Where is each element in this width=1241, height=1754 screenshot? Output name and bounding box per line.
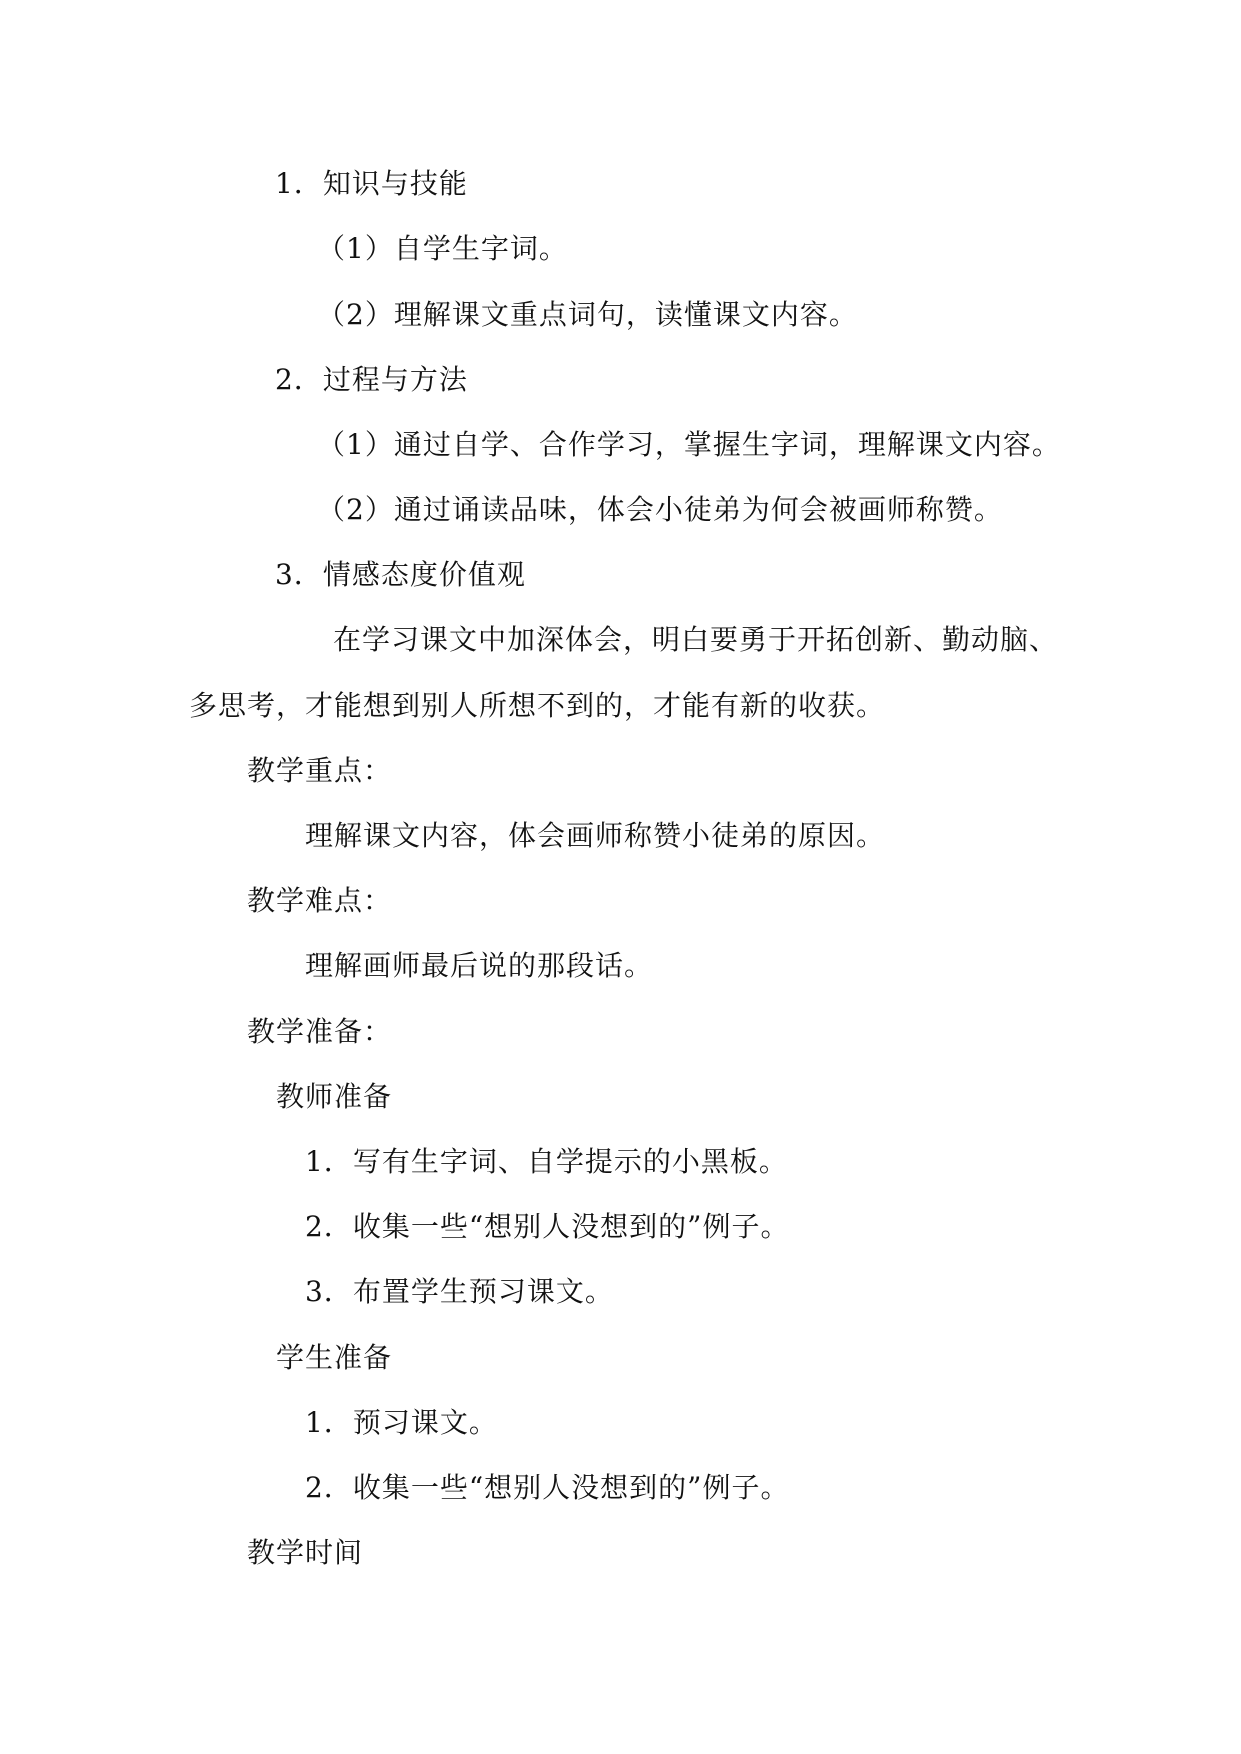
student-preparation-item: 1．预习课文。	[305, 1406, 498, 1439]
key-point-text: 理解课文内容，体会画师称赞小徒弟的原因。	[305, 819, 886, 852]
teacher-preparation-item: 3．布置学生预习课文。	[305, 1275, 614, 1308]
objective-item: （1）通过自学、合作学习，掌握生字词，理解课文内容。	[317, 428, 1061, 461]
objective-item: （2）理解课文重点词句，读懂课文内容。	[317, 298, 858, 331]
teacher-preparation-item: 1．写有生字词、自学提示的小黑板。	[305, 1145, 788, 1178]
key-point-heading: 教学重点：	[247, 754, 393, 787]
objective-emotion-text: 在学习课文中加深体会，明白要勇于开拓创新、勤动脑、	[333, 623, 1059, 656]
objective-item: （1）自学生字词。	[317, 232, 568, 265]
objective-knowledge-heading: 1．知识与技能	[275, 167, 468, 200]
objective-emotion-heading: 3．情感态度价值观	[275, 558, 526, 591]
student-preparation-item: 2．收集一些“想别人没想到的”例子。	[305, 1471, 790, 1504]
objective-item: （2）通过诵读品味，体会小徒弟为何会被画师称赞。	[317, 493, 1003, 526]
teaching-time-heading: 教学时间	[247, 1536, 364, 1569]
objective-emotion-text: 多思考，才能想到别人所想不到的，才能有新的收获。	[189, 689, 886, 722]
objective-process-heading: 2．过程与方法	[275, 363, 468, 396]
difficulty-heading: 教学难点：	[247, 884, 393, 917]
preparation-heading: 教学准备：	[247, 1015, 393, 1048]
difficulty-text: 理解画师最后说的那段话。	[305, 949, 654, 982]
teacher-preparation-heading: 教师准备	[276, 1080, 393, 1113]
teacher-preparation-item: 2．收集一些“想别人没想到的”例子。	[305, 1210, 790, 1243]
student-preparation-heading: 学生准备	[276, 1341, 393, 1374]
